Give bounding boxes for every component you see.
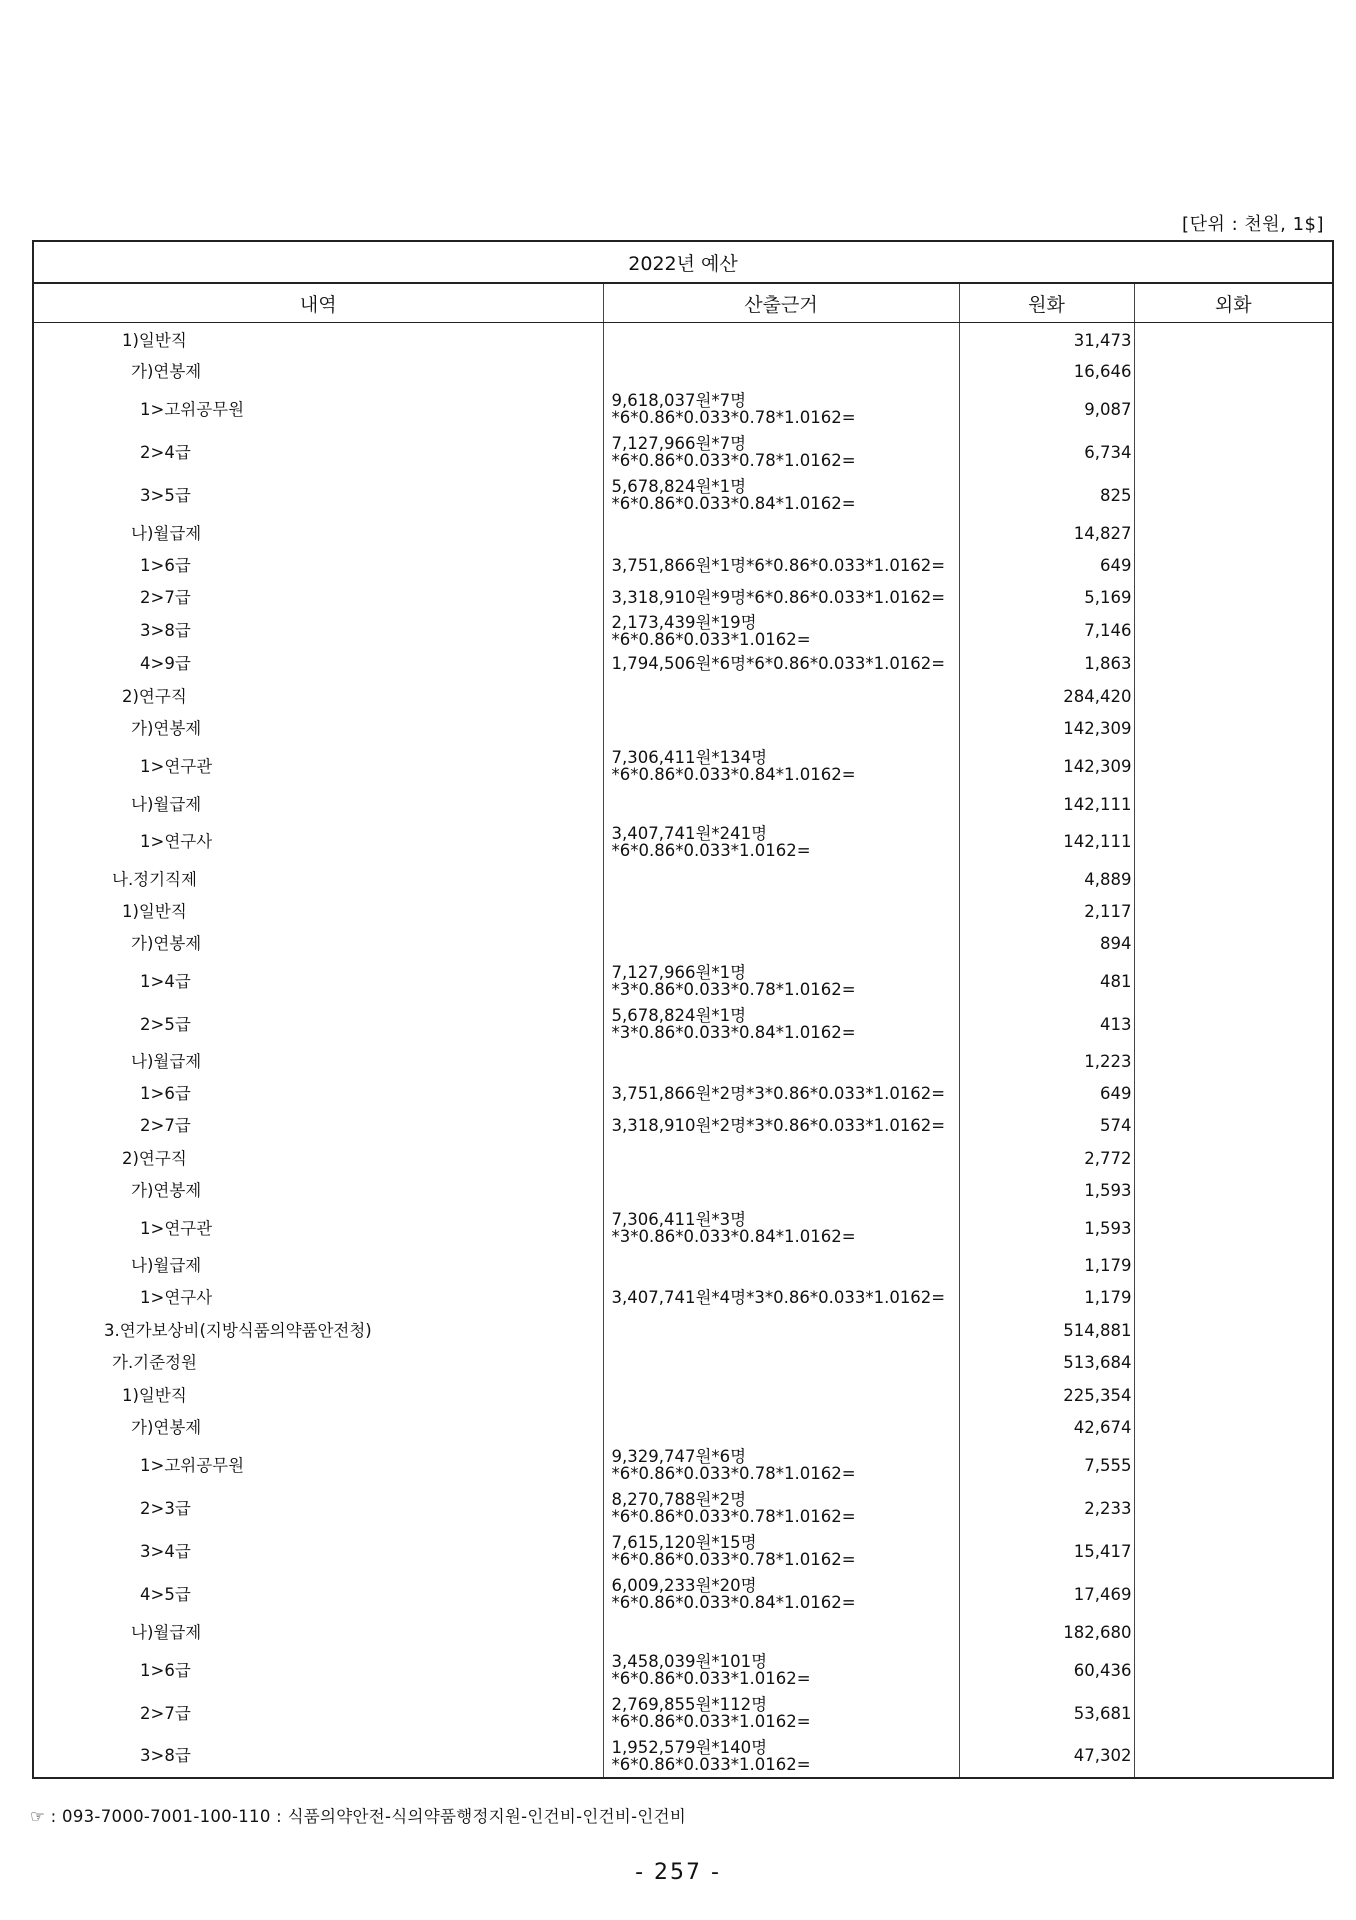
table-row — [33, 1530, 1333, 1573]
table-row — [33, 1142, 1333, 1175]
row-foreign — [1134, 1110, 1333, 1142]
page-number: - 257 - — [635, 1860, 721, 1885]
row-foreign — [1134, 517, 1333, 550]
row-basis: 3,318,910원*9명*6*0.86*0.033*1.0162= — [603, 582, 959, 614]
row-won: 894 — [959, 928, 1134, 960]
row-item: 1>연구관 — [33, 745, 603, 788]
row-item: 나)월급제 — [33, 1616, 603, 1649]
row-won: 1,863 — [959, 648, 1134, 680]
row-item: 2>5급 — [33, 1003, 603, 1046]
table-row — [33, 1207, 1333, 1250]
row-item: 가)연봉제 — [33, 928, 603, 960]
row-item: 나)월급제 — [33, 1250, 603, 1282]
row-basis: 3,751,866원*2명*3*0.86*0.033*1.0162= — [603, 1078, 959, 1110]
row-foreign — [1134, 1250, 1333, 1282]
table-row — [33, 1110, 1333, 1142]
row-basis — [603, 517, 959, 550]
row-basis — [603, 1379, 959, 1412]
row-foreign — [1134, 355, 1333, 388]
row-foreign — [1134, 863, 1333, 896]
column-header-basis: 산출근거 — [603, 283, 959, 323]
row-won: 514,881 — [959, 1314, 1134, 1347]
row-basis: 3,407,741원*4명*3*0.86*0.033*1.0162= — [603, 1282, 959, 1314]
row-item: 1>연구관 — [33, 1207, 603, 1250]
row-won: 5,169 — [959, 582, 1134, 614]
row-won: 574 — [959, 1110, 1134, 1142]
row-item: 4>9급 — [33, 648, 603, 680]
row-foreign — [1134, 388, 1333, 431]
table-row — [33, 1649, 1333, 1692]
row-basis: 7,306,411원*3명*3*0.86*0.033*0.84*1.0162= — [603, 1207, 959, 1250]
row-foreign — [1134, 474, 1333, 517]
row-won: 2,117 — [959, 896, 1134, 928]
row-won: 2,233 — [959, 1487, 1134, 1530]
table-row — [33, 821, 1333, 863]
row-won: 31,473 — [959, 323, 1134, 355]
table-row — [33, 1692, 1333, 1735]
table-row — [33, 1175, 1333, 1207]
row-basis — [603, 896, 959, 928]
row-won: 47,302 — [959, 1735, 1134, 1778]
table-row — [33, 1487, 1333, 1530]
row-basis: 7,306,411원*134명*6*0.86*0.033*0.84*1.0162= — [603, 745, 959, 788]
row-basis: 9,329,747원*6명*6*0.86*0.033*0.78*1.0162= — [603, 1444, 959, 1487]
table-row — [33, 431, 1333, 474]
row-won: 1,223 — [959, 1046, 1134, 1078]
table-row — [33, 713, 1333, 745]
table-row — [33, 928, 1333, 960]
budget-table — [32, 240, 1334, 1779]
row-basis — [603, 863, 959, 896]
row-foreign — [1134, 323, 1333, 355]
row-foreign — [1134, 680, 1333, 713]
row-item: 2>7급 — [33, 582, 603, 614]
row-won: 14,827 — [959, 517, 1134, 550]
row-item: 가)연봉제 — [33, 713, 603, 745]
row-won: 6,734 — [959, 431, 1134, 474]
row-foreign — [1134, 1692, 1333, 1735]
row-won: 142,111 — [959, 821, 1134, 863]
row-won: 481 — [959, 960, 1134, 1003]
row-won: 182,680 — [959, 1616, 1134, 1649]
row-item: 1>6급 — [33, 1078, 603, 1110]
row-basis — [603, 1142, 959, 1175]
column-header-item: 내역 — [33, 283, 603, 323]
table-row — [33, 1314, 1333, 1347]
year-header: 2022년 예산 — [33, 241, 1333, 283]
table-row — [33, 788, 1333, 821]
row-basis: 5,678,824원*1명*3*0.86*0.033*0.84*1.0162= — [603, 1003, 959, 1046]
row-won: 142,111 — [959, 788, 1134, 821]
row-foreign — [1134, 1573, 1333, 1616]
row-foreign — [1134, 821, 1333, 863]
row-item: 4>5급 — [33, 1573, 603, 1616]
row-foreign — [1134, 960, 1333, 1003]
table-row — [33, 1250, 1333, 1282]
row-basis: 2,173,439원*19명*6*0.86*0.033*1.0162= — [603, 614, 959, 648]
row-item: 1)일반직 — [33, 323, 603, 355]
row-won: 7,555 — [959, 1444, 1134, 1487]
row-item: 1>고위공무원 — [33, 1444, 603, 1487]
row-won: 16,646 — [959, 355, 1134, 388]
row-basis: 1,794,506원*6명*6*0.86*0.033*1.0162= — [603, 648, 959, 680]
row-basis: 1,952,579원*140명*6*0.86*0.033*1.0162= — [603, 1735, 959, 1778]
row-foreign — [1134, 1046, 1333, 1078]
row-item: 1)일반직 — [33, 896, 603, 928]
row-item: 1>6급 — [33, 550, 603, 582]
row-foreign — [1134, 1735, 1333, 1778]
row-foreign — [1134, 648, 1333, 680]
row-won: 1,179 — [959, 1282, 1134, 1314]
row-item: 2)연구직 — [33, 680, 603, 713]
row-basis: 3,318,910원*2명*3*0.86*0.033*1.0162= — [603, 1110, 959, 1142]
table-row — [33, 1616, 1333, 1649]
row-item: 가.기준정원 — [33, 1347, 603, 1379]
table-row — [33, 614, 1333, 648]
row-item: 3>4급 — [33, 1530, 603, 1573]
table-row — [33, 1078, 1333, 1110]
row-item: 나)월급제 — [33, 1046, 603, 1078]
row-item: 가)연봉제 — [33, 355, 603, 388]
row-won: 1,593 — [959, 1175, 1134, 1207]
row-basis — [603, 355, 959, 388]
row-basis: 3,458,039원*101명*6*0.86*0.033*1.0162= — [603, 1649, 959, 1692]
table-body — [33, 323, 1333, 1778]
row-item: 3>5급 — [33, 474, 603, 517]
row-won: 1,179 — [959, 1250, 1134, 1282]
row-item: 1>4급 — [33, 960, 603, 1003]
row-item: 가)연봉제 — [33, 1412, 603, 1444]
row-basis — [603, 1412, 959, 1444]
row-basis — [603, 680, 959, 713]
row-item: 나)월급제 — [33, 517, 603, 550]
row-foreign — [1134, 1175, 1333, 1207]
table-row — [33, 1347, 1333, 1379]
table-row — [33, 582, 1333, 614]
row-foreign — [1134, 582, 1333, 614]
row-basis: 6,009,233원*20명*6*0.86*0.033*0.84*1.0162= — [603, 1573, 959, 1616]
row-basis — [603, 1046, 959, 1078]
row-foreign — [1134, 550, 1333, 582]
row-basis — [603, 1175, 959, 1207]
row-won: 4,889 — [959, 863, 1134, 896]
row-item: 2)연구직 — [33, 1142, 603, 1175]
row-won: 17,469 — [959, 1573, 1134, 1616]
row-foreign — [1134, 896, 1333, 928]
row-won: 142,309 — [959, 713, 1134, 745]
row-won: 9,087 — [959, 388, 1134, 431]
table-row — [33, 1444, 1333, 1487]
row-basis: 9,618,037원*7명*6*0.86*0.033*0.78*1.0162= — [603, 388, 959, 431]
row-basis — [603, 788, 959, 821]
row-foreign — [1134, 1487, 1333, 1530]
row-item: 2>4급 — [33, 431, 603, 474]
row-foreign — [1134, 928, 1333, 960]
table-row — [33, 388, 1333, 431]
table-row — [33, 1573, 1333, 1616]
table-row — [33, 648, 1333, 680]
table-row — [33, 745, 1333, 788]
row-basis — [603, 323, 959, 355]
row-item: 2>3급 — [33, 1487, 603, 1530]
row-basis — [603, 1314, 959, 1347]
row-foreign — [1134, 1142, 1333, 1175]
row-basis: 5,678,824원*1명*6*0.86*0.033*0.84*1.0162= — [603, 474, 959, 517]
row-won: 60,436 — [959, 1649, 1134, 1692]
row-foreign — [1134, 1347, 1333, 1379]
row-basis: 7,127,966원*1명*3*0.86*0.033*0.78*1.0162= — [603, 960, 959, 1003]
row-item: 3>8급 — [33, 614, 603, 648]
row-item: 나)월급제 — [33, 788, 603, 821]
table-row — [33, 1379, 1333, 1412]
row-won: 825 — [959, 474, 1134, 517]
row-basis — [603, 928, 959, 960]
row-won: 649 — [959, 1078, 1134, 1110]
row-basis — [603, 713, 959, 745]
row-item: 2>7급 — [33, 1110, 603, 1142]
row-item: 3.연가보상비(지방식품의약품안전청) — [33, 1314, 603, 1347]
row-basis: 8,270,788원*2명*6*0.86*0.033*0.78*1.0162= — [603, 1487, 959, 1530]
row-foreign — [1134, 1379, 1333, 1412]
row-foreign — [1134, 1530, 1333, 1573]
row-foreign — [1134, 614, 1333, 648]
row-won: 513,684 — [959, 1347, 1134, 1379]
row-item: 가)연봉제 — [33, 1175, 603, 1207]
row-foreign — [1134, 1003, 1333, 1046]
table-row — [33, 517, 1333, 550]
row-item: 1>연구사 — [33, 1282, 603, 1314]
row-won: 649 — [959, 550, 1134, 582]
table-row — [33, 960, 1333, 1003]
row-foreign — [1134, 788, 1333, 821]
account-code-reference: ☞ : 093-7000-7001-100-110 : 식품의약안전-식의약품행정지원-인건비-인건비-인건비 — [30, 1807, 687, 1826]
row-foreign — [1134, 1207, 1333, 1250]
row-foreign — [1134, 1078, 1333, 1110]
table-row — [33, 355, 1333, 388]
column-header-foreign: 외화 — [1134, 283, 1333, 323]
row-foreign — [1134, 745, 1333, 788]
row-won: 142,309 — [959, 745, 1134, 788]
row-basis — [603, 1616, 959, 1649]
row-basis: 3,751,866원*1명*6*0.86*0.033*1.0162= — [603, 550, 959, 582]
row-item: 1>고위공무원 — [33, 388, 603, 431]
row-item: 1)일반직 — [33, 1379, 603, 1412]
table-row — [33, 474, 1333, 517]
table-row — [33, 1046, 1333, 1078]
row-won: 2,772 — [959, 1142, 1134, 1175]
row-won: 1,593 — [959, 1207, 1134, 1250]
row-foreign — [1134, 431, 1333, 474]
row-basis: 7,615,120원*15명*6*0.86*0.033*0.78*1.0162= — [603, 1530, 959, 1573]
row-won: 53,681 — [959, 1692, 1134, 1735]
row-foreign — [1134, 1444, 1333, 1487]
row-basis — [603, 1250, 959, 1282]
row-foreign — [1134, 1649, 1333, 1692]
table-row — [33, 863, 1333, 896]
row-won: 225,354 — [959, 1379, 1134, 1412]
row-won: 284,420 — [959, 680, 1134, 713]
row-item: 2>7급 — [33, 1692, 603, 1735]
row-won: 42,674 — [959, 1412, 1134, 1444]
row-foreign — [1134, 1314, 1333, 1347]
table-row — [33, 323, 1333, 355]
row-foreign — [1134, 1616, 1333, 1649]
unit-label: [단위 : 천원, 1$] — [1182, 214, 1324, 235]
row-basis: 2,769,855원*112명*6*0.86*0.033*1.0162= — [603, 1692, 959, 1735]
row-won: 15,417 — [959, 1530, 1134, 1573]
row-item: 나.정기직제 — [33, 863, 603, 896]
table-row — [33, 550, 1333, 582]
row-foreign — [1134, 1282, 1333, 1314]
table-row — [33, 1282, 1333, 1314]
table-row — [33, 1735, 1333, 1778]
row-item: 3>8급 — [33, 1735, 603, 1778]
table-row — [33, 896, 1333, 928]
table-row — [33, 1003, 1333, 1046]
row-item: 1>6급 — [33, 1649, 603, 1692]
row-basis: 3,407,741원*241명*6*0.86*0.033*1.0162= — [603, 821, 959, 863]
row-won: 7,146 — [959, 614, 1134, 648]
row-foreign — [1134, 1412, 1333, 1444]
row-basis: 7,127,966원*7명*6*0.86*0.033*0.78*1.0162= — [603, 431, 959, 474]
column-header-won: 원화 — [959, 283, 1134, 323]
table-row — [33, 1412, 1333, 1444]
row-foreign — [1134, 713, 1333, 745]
row-won: 413 — [959, 1003, 1134, 1046]
row-item: 1>연구사 — [33, 821, 603, 863]
row-basis — [603, 1347, 959, 1379]
table-row — [33, 680, 1333, 713]
